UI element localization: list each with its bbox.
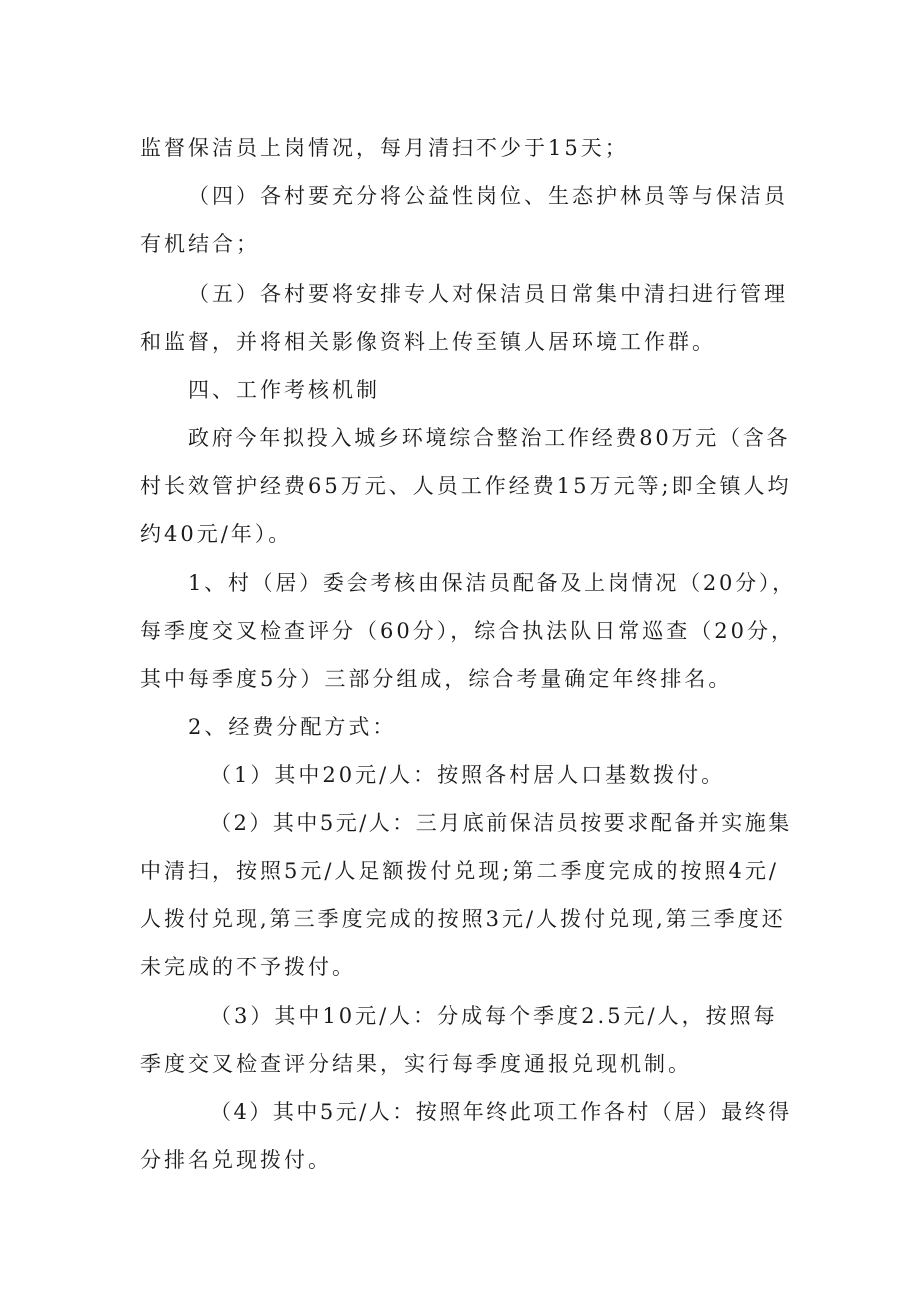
text-line: （3）其中10元/人：分成每个季度2.5元/人，按照每 xyxy=(210,1004,778,1028)
text-line: 季度交叉检查评分结果，实行每季度通报兑现机制。 xyxy=(140,1052,692,1076)
text-line: 和监督，并将相关影像资料上传至镇人居环境工作群。 xyxy=(140,330,716,354)
text-line: 未完成的不予拨付。 xyxy=(140,955,356,979)
text-line: （五）各村要将安排专人对保洁员日常集中清扫进行管理 xyxy=(188,282,788,306)
text-line: 分排名兑现拨付。 xyxy=(140,1148,332,1172)
text-line: 人拨付兑现,第三季度完成的按照3元/人拨付兑现,第三季度还 xyxy=(140,907,786,931)
section-heading: 四、工作考核机制 xyxy=(188,378,380,402)
text-line: 约40元/年）。 xyxy=(140,522,293,546)
text-line: 中清扫，按照5元/人足额拨付兑现;第二季度完成的按照4元/ xyxy=(140,859,779,883)
text-line: （4）其中5元/人：按照年终此项工作各村（居）最终得 xyxy=(210,1100,792,1124)
text-line: 监督保洁员上岗情况，每月清扫不少于15天； xyxy=(140,136,629,160)
text-line: 其中每季度5分）三部分组成，综合考量确定年终排名。 xyxy=(140,667,733,691)
text-line: 每季度交叉检查评分（60分），综合执法队日常巡查（20分， xyxy=(140,619,795,643)
text-line: （四）各村要充分将公益性岗位、生态护林员等与保洁员 xyxy=(188,184,788,208)
text-line: 1、村（居）委会考核由保洁员配备及上岗情况（20分）， xyxy=(188,571,796,595)
text-line: 有机结合； xyxy=(140,232,260,256)
text-line: 政府今年拟投入城乡环境综合整治工作经费80万元（含各 xyxy=(188,426,791,450)
text-line: （1）其中20元/人：按照各村居人口基数拨付。 xyxy=(210,763,726,787)
text-line: 村长效管护经费65万元、人员工作经费15万元等;即全镇人均 xyxy=(140,474,792,498)
text-line: （2）其中5元/人：三月底前保洁员按要求配备并实施集 xyxy=(210,811,792,835)
text-line: 2、经费分配方式： xyxy=(188,715,397,739)
